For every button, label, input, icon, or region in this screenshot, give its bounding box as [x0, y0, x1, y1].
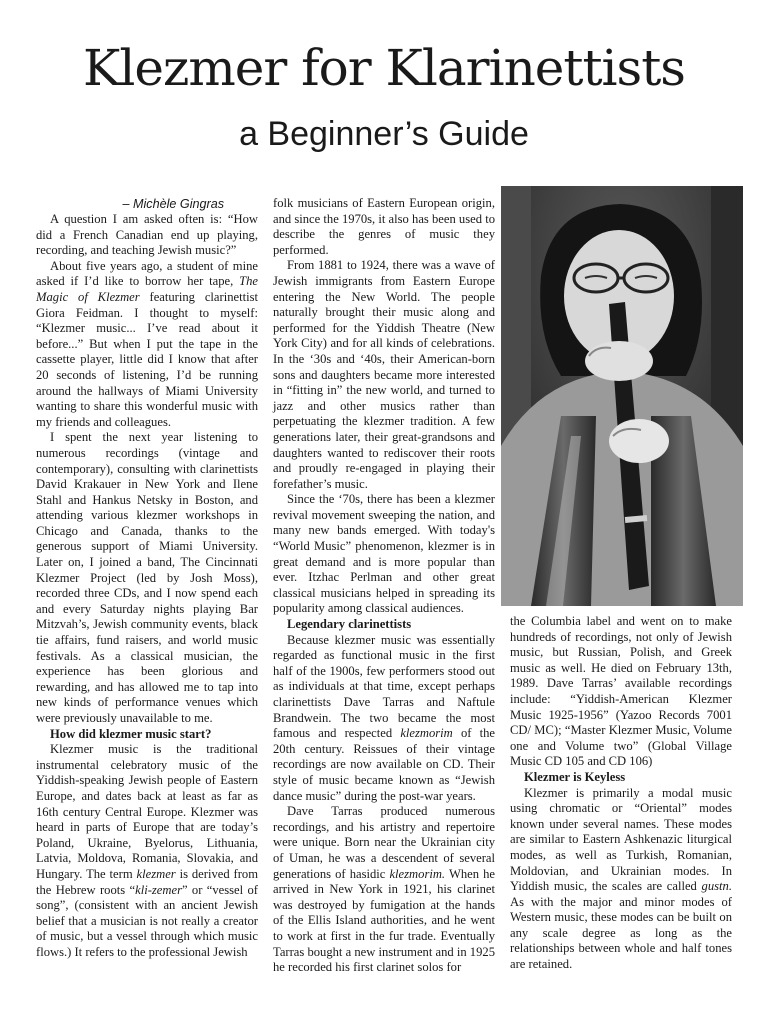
clarinettist-photo	[501, 186, 743, 606]
column-middle	[273, 196, 495, 976]
album-title: The Magic of Klezmer	[36, 274, 258, 304]
section-heading: How did klezmer music start?	[50, 726, 212, 741]
paragraph: A question I am asked often is: “How did a French Canadian end up playing, recording, and teaching Jewish music?”	[36, 212, 258, 258]
paragraph: From 1881 to 1924, there was a wave of Jewish immigrants from Eastern Europe entering the New World. The people naturally brought their music along and performed for the Yiddish Theatre (New York City) and for all kinds of celebrations. In the ‘30s and ‘40s, their American-born sons and daughters became more interested in “fitting in” the new world, and turned to jazz and other musics rather than perpetuating the klezmer tradition. A few generations later, their great-grandsons and daughters wanted to rediscover their roots and proudly re-engaged in playing their forefather’s music.	[273, 258, 495, 491]
paragraph	[36, 742, 258, 960]
column-right	[510, 614, 732, 973]
paragraph	[36, 259, 258, 431]
text-run: featuring clarinettist Giora Feidman. I thought to myself: “Klezmer music... I’ve read about it before...” But when I put the tape in the cassette player, little did I know that after 20 seconds of listening, I’d be running around the hallways of Miami University wanting to share this wonderful music with my friends and colleagues.	[36, 289, 258, 429]
term-gustn: gustn.	[701, 879, 732, 894]
article-title: Klezmer for Klarinettists	[83, 39, 685, 97]
text-run: As with the major and minor modes of Western music, these modes can be built on any scale degree as long as the relationships between whole and half tones are retained.	[510, 894, 732, 972]
text-run: When he arrived in New York in 1921, his clarinet was destroyed by fumigation at the hands of the Ellis Island authorities, and he went to work at first in the fur trade. Eventually Tarras bought a new instrument and in 1925 he recorded his first clarinet solos for	[273, 866, 495, 975]
term-klezmorim: klezmorim	[400, 726, 453, 741]
paragraph: the Columbia label and went on to make hundreds of recordings, not only of Jewish music, but Russian, Polish, and Greek music as well. He died on February 13th, 1989. Dave Tarras’ available recordings include: “Yiddish-American Klezmer Music 1925-1956” (Yazoo Records 7001 CD/ MC); “Master Klezmer Music, Volume one and Volume two” (Global Village Music CD 105 and CD 106)	[510, 614, 732, 769]
paragraph: I spent the next year listening to numerous recordings (vintage and contemporary), consulting with clarinettists David Krakauer in New York and Ilene Stahl and Hankus Netsky in Boston, and attending various klezmer workshops in Chicago and Canada, thanks to the generous support of Miami University. Later on, I joined a band, The Cincinnati Klezmer Project (led by Josh Moss), recorded three CDs, and I now spend each and every Saturday nights playing Bar Mitzvah’s, Jewish community events, black tie affairs, fund raisers, and world music festivals. As a classical musician, the experience has been glorious and rewarding, and has allowed me to tap into new kinds of performance venues which were previously unavailable to me.	[36, 430, 258, 725]
paragraph	[510, 786, 732, 973]
paragraph	[273, 633, 495, 805]
text-run: Klezmer is primarily a modal music using chromatic or “Oriental” modes known under several names. These modes are similar to Eastern Ashkenazic liturgical modes, as well as Turkish, Romanian, Moldovian, and Ukrainian modes. In Yiddish music, the scales are called	[510, 785, 732, 894]
term-kli-zemer: kli-zemer	[135, 882, 182, 897]
author-byline: – Michèle Gingras	[122, 197, 224, 211]
term-klezmer: klezmer	[136, 866, 176, 881]
text-run: is derived from the Hebrew roots “	[36, 866, 258, 897]
text-run: The term	[82, 866, 137, 881]
text-run: About five years ago, a student of mine asked if I’d like to borrow her tape,	[36, 258, 258, 289]
text-run: of the 20th century. Reissues of their vintage recordings are now available on CD. Their style of music became known as “Jewish dance music” during the post-war years.	[273, 726, 495, 803]
paragraph: folk musicians of Eastern European origin, and since the 1970s, it also has been used to describe the genres of music they performed.	[273, 196, 495, 257]
term-klezmorim: klezmorim.	[389, 866, 446, 881]
text-run: Klezmer music is the traditional instrumental celebratory music of the Yiddish-speaking Jewish people of Eastern Europe, and dates back at least as far as 16th century Central Europe. Klezmer was heard in parts of Europe that are today’s Poland, Ukraine, Byelorus, Lithuania, Latvia, Moldova, Romania, Slovakia, and Hungary.	[36, 742, 258, 881]
section-heading: Legendary clarinettists	[287, 617, 412, 632]
text-run: ” or “vessel of song”, (consistent with an ancient Jewish belief that a musician is not really a creator of music, but a vessel through which music flows.) It refers to the professional Jewish	[36, 882, 258, 959]
clarinettist-illustration	[501, 186, 743, 606]
text-run: Because klezmer music was essentially regarded as functional music in the first half of the 1900s, few performers stood out as individuals at that time, except perhaps clarinettists Dave Tarras and Naftule Brandwein. The two became the most famous and respected	[273, 632, 495, 741]
column-left	[36, 196, 258, 961]
text-run: Dave Tarras produced numerous recordings, and his artistry and repertoire were unique. Born near the Ukrainian city of Uman, he was a descendent of several generations of hasidic	[273, 804, 495, 881]
paragraph: Since the ‘70s, there has been a klezmer revival movement sweeping the nation, and many new bands emerged. With today's “World Music” phenomenon, klezmer is in great demand and is more popular than ever. Itzhac Perlman and other great classical musicians helped in spreading its popularity among classical audiences.	[273, 492, 495, 616]
article-subtitle: a Beginner’s Guide	[239, 115, 529, 153]
section-heading: Klezmer is Keyless	[524, 769, 626, 784]
paragraph	[273, 804, 495, 976]
